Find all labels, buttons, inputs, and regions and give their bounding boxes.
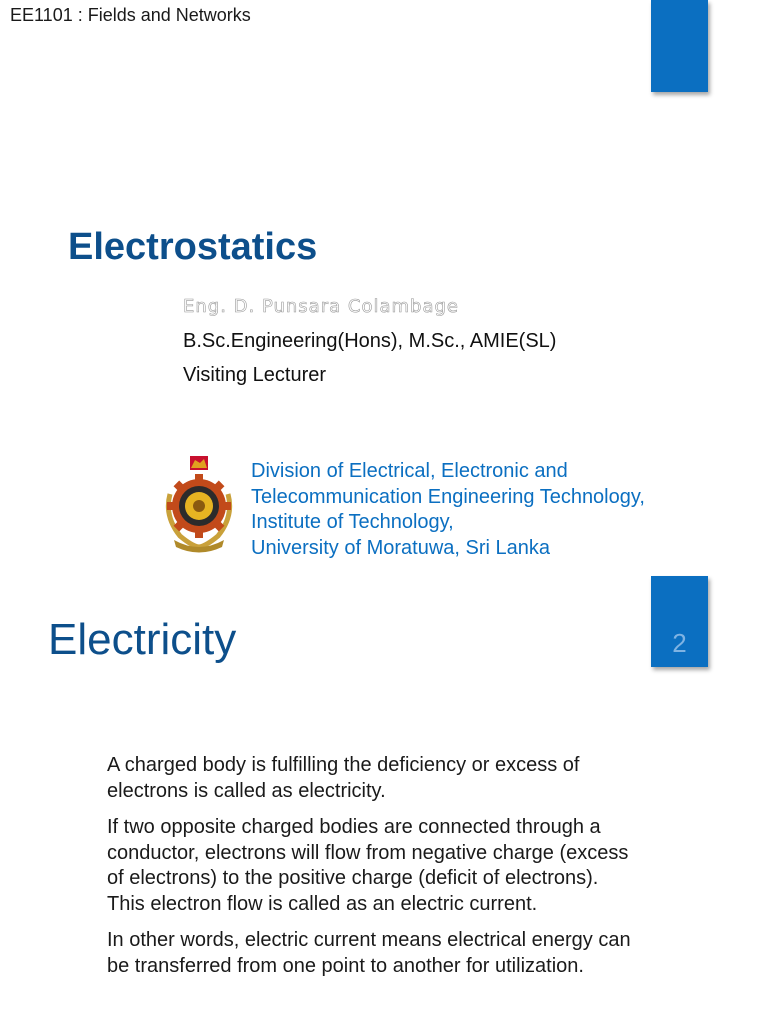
institution-line: University of Moratuwa, Sri Lanka bbox=[251, 536, 551, 559]
page-number: 2 bbox=[672, 628, 687, 658]
course-title: EE1101 : Fields and Networks bbox=[10, 5, 251, 25]
slide-body bbox=[107, 753, 637, 990]
institution-line: Telecommunication Engineering Technology, bbox=[251, 485, 645, 508]
university-crest-icon bbox=[160, 454, 238, 554]
slide-tab bbox=[651, 0, 708, 92]
institution-line: Division of Electrical, Electronic and bbox=[251, 460, 568, 482]
institution-line: Institute of Technology, bbox=[251, 511, 454, 533]
author-degrees: B.Sc.Engineering(Hons), M.Sc., AMIE(SL) bbox=[183, 330, 557, 352]
author-role: Visiting Lecturer bbox=[183, 364, 327, 386]
slide-2 bbox=[0, 575, 768, 1024]
institution-block bbox=[251, 459, 645, 561]
body-paragraph: A charged body is fulfilling the deficiency or excess of electrons is called as electricity. bbox=[107, 754, 580, 802]
body-paragraph: If two opposite charged bodies are connected through a conductor, electrons will flow from negative charge (excess of electrons) to the positive charge (deficit of electrons). This electron flow is called as an electric current. bbox=[107, 816, 629, 915]
body-paragraph: In other words, electric current means electrical energy can be transferred from one point to another for utilization. bbox=[107, 929, 631, 977]
slide-title: Electrostatics bbox=[68, 226, 318, 268]
slide-tab bbox=[651, 576, 708, 667]
slide-title: Electricity bbox=[48, 615, 237, 664]
author-name: Eng. D. Punsara Colambage bbox=[183, 296, 459, 317]
